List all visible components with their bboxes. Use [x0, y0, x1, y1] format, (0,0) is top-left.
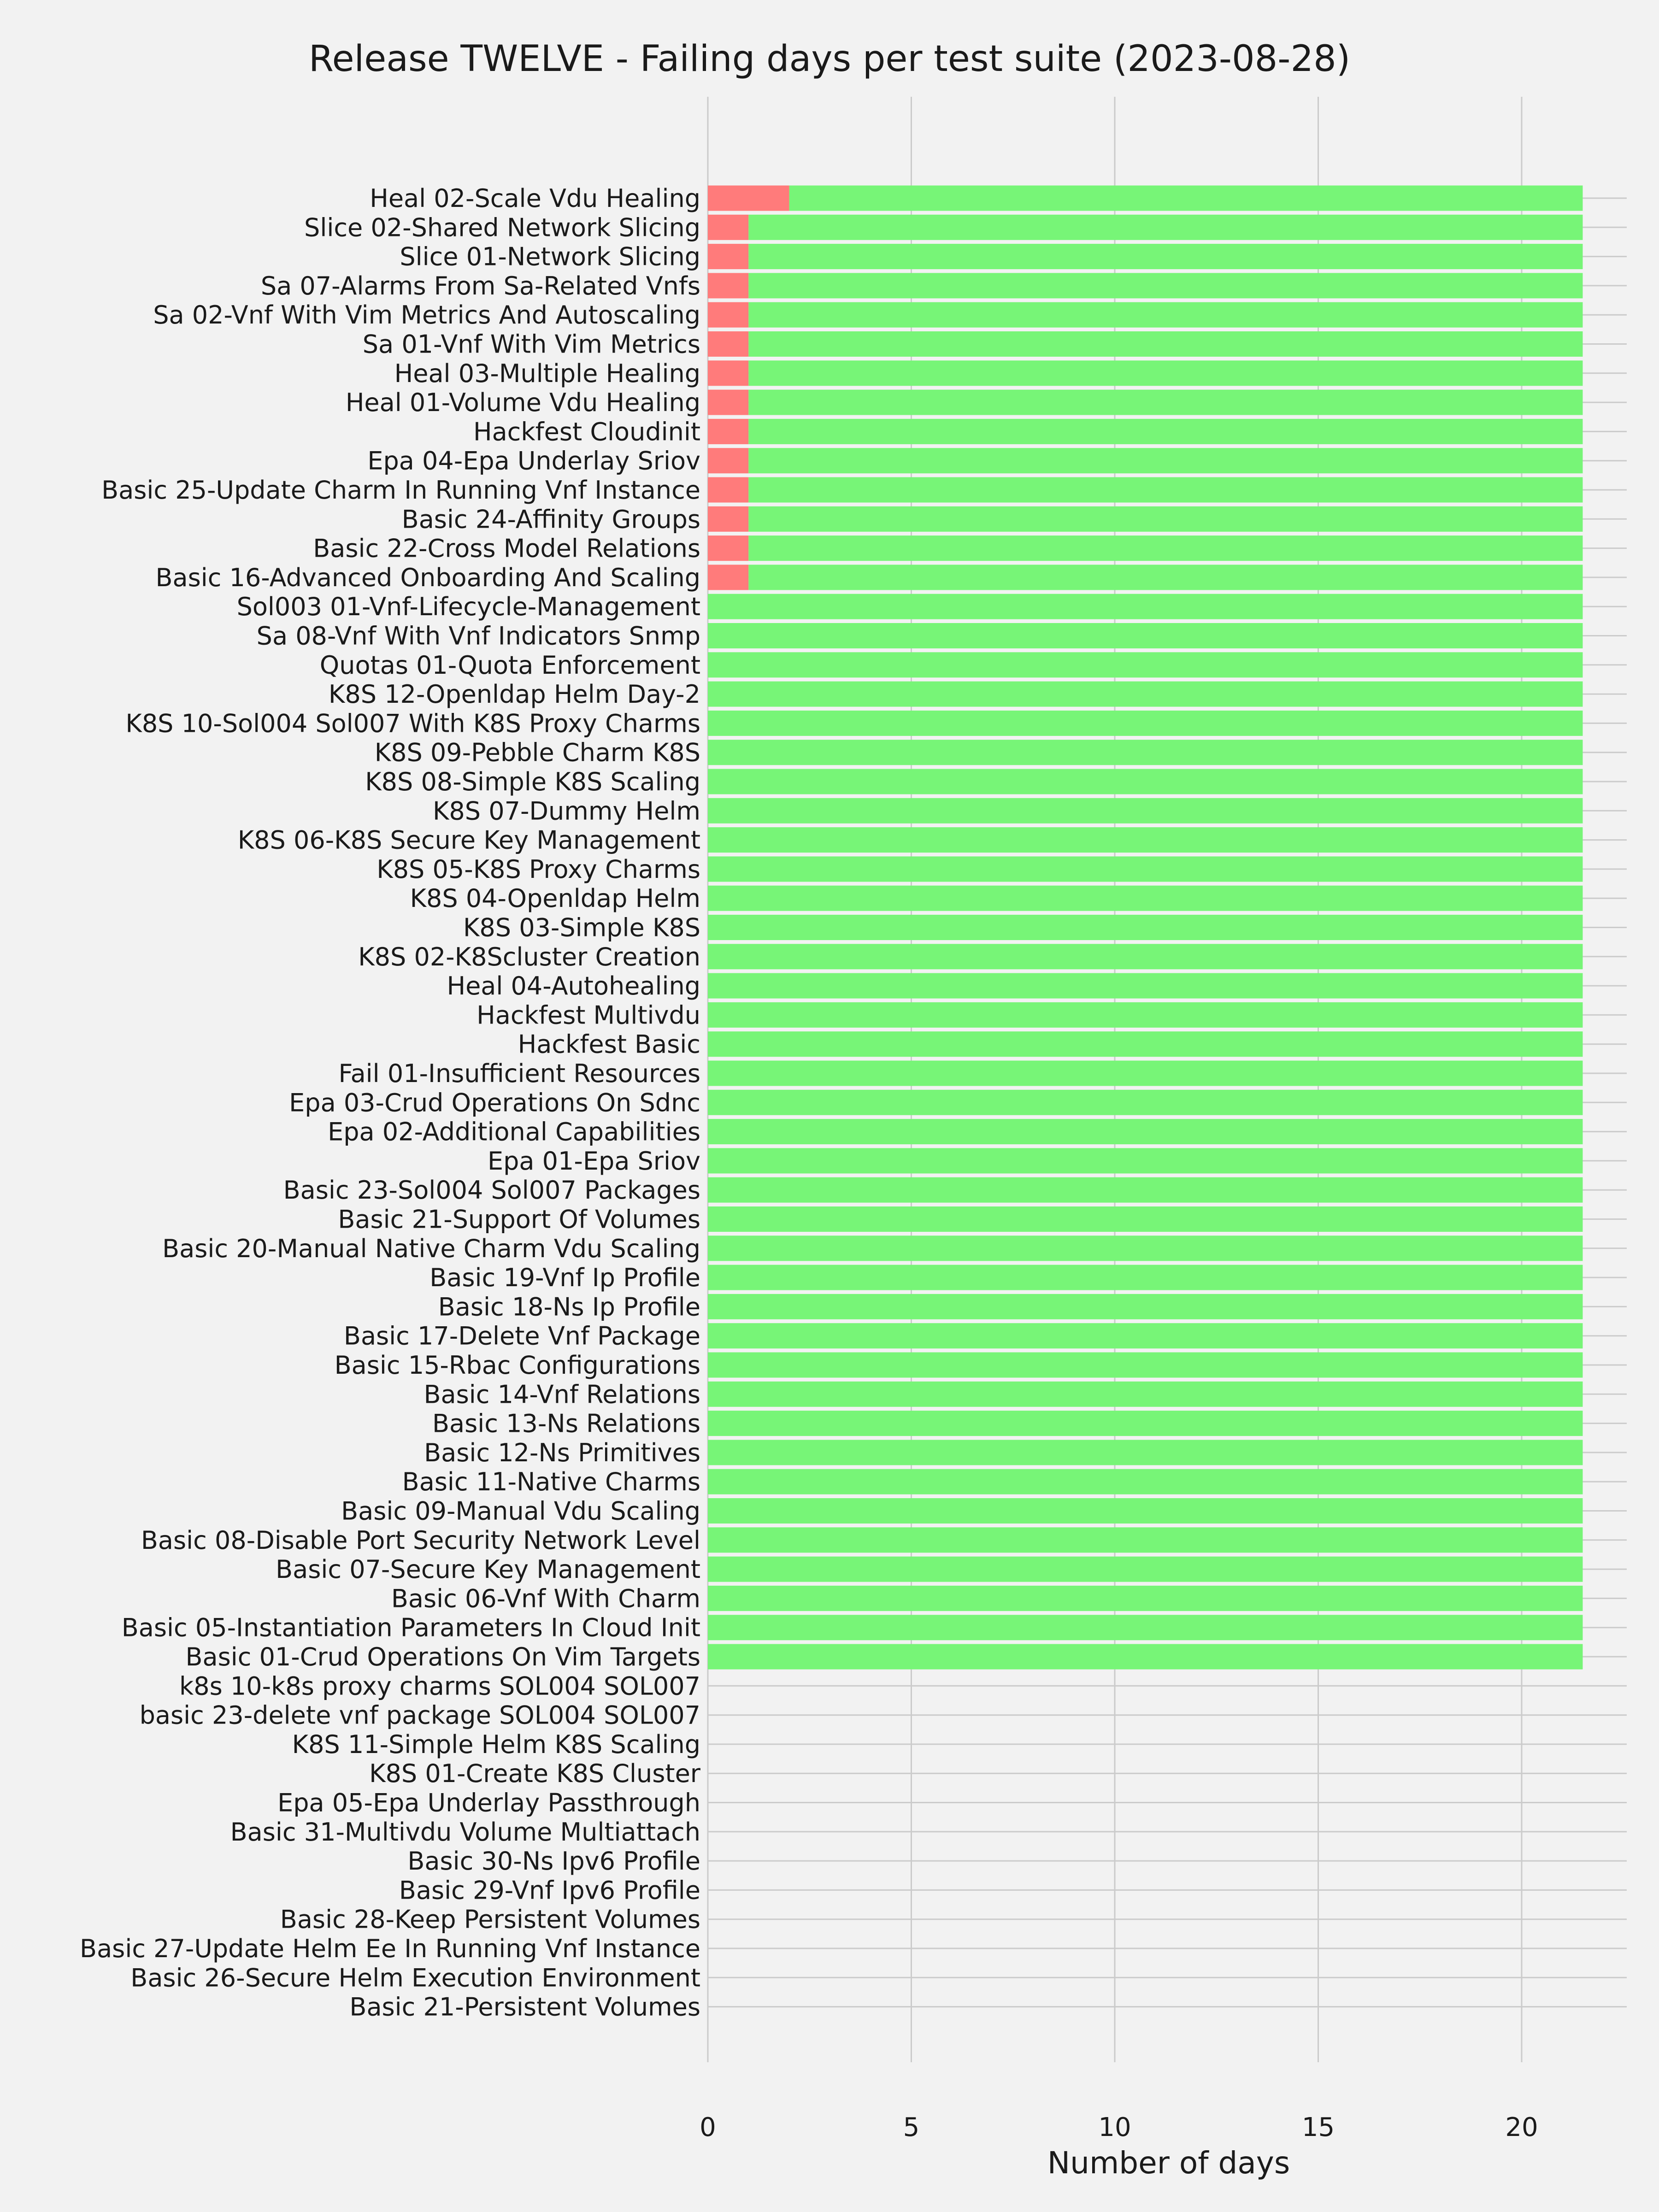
bar-pass: [708, 594, 1583, 619]
y-tick-label: Heal 02-Scale Vdu Healing: [370, 184, 700, 213]
y-tick-label: Heal 01-Volume Vdu Healing: [345, 388, 700, 418]
bar-pass: [708, 740, 1583, 765]
bar-pass: [708, 1061, 1583, 1086]
bar-pass: [708, 827, 1583, 853]
bar-pass: [708, 682, 1583, 707]
y-tick-label: Basic 06-Vnf With Charm: [391, 1584, 700, 1613]
bar-pass: [708, 1002, 1583, 1028]
bar-pass: [748, 215, 1583, 240]
x-axis-label: Number of days: [1047, 2145, 1290, 2181]
y-tick-label: K8S 08-Simple K8S Scaling: [365, 767, 700, 796]
bar-pass: [748, 535, 1583, 561]
bar-pass: [708, 1323, 1583, 1348]
y-tick-label: Epa 03-Crud Operations On Sdnc: [289, 1088, 700, 1118]
y-tick-label: Hackfest Basic: [518, 1030, 700, 1059]
y-tick-label: K8S 12-Openldap Helm Day-2: [328, 680, 700, 709]
bar-pass: [708, 1644, 1583, 1670]
y-tick-label: Basic 15-Rbac Configurations: [334, 1351, 700, 1380]
bar-pass: [748, 302, 1583, 328]
y-tick-label: Basic 26-Secure Helm Execution Environment: [130, 1963, 700, 1993]
bar-pass: [708, 1177, 1583, 1203]
y-tick-label: Slice 02-Shared Network Slicing: [304, 213, 700, 242]
bar-pass: [789, 186, 1583, 211]
bar-pass: [708, 1557, 1583, 1582]
bar-fail: [708, 302, 748, 328]
x-tick-label: 20: [1505, 2112, 1538, 2142]
bar-fail: [708, 244, 748, 269]
y-tick-label: K8S 11-Simple Helm K8S Scaling: [292, 1730, 700, 1759]
bar-pass: [708, 1411, 1583, 1436]
bar-fail: [708, 448, 748, 473]
y-tick-label: Basic 14-Vnf Relations: [424, 1380, 700, 1409]
bar-pass: [708, 886, 1583, 911]
bar-pass: [708, 1440, 1583, 1465]
y-tick-label: Basic 29-Vnf Ipv6 Profile: [399, 1876, 700, 1905]
bar-pass: [708, 856, 1583, 882]
bar-pass: [708, 1294, 1583, 1319]
bar-pass: [748, 244, 1583, 269]
x-tick-label: 0: [700, 2112, 716, 2142]
bar-pass: [748, 448, 1583, 473]
y-tick-label: Sa 07-Alarms From Sa-Related Vnfs: [260, 271, 700, 300]
chart-title: Release TWELVE - Failing days per test suite (2023-08-28): [308, 38, 1351, 80]
y-tick-label: Basic 24-Affinity Groups: [401, 505, 700, 534]
bar-fail: [708, 565, 748, 590]
bar-pass: [708, 1382, 1583, 1407]
y-tick-label: Fail 01-Insufficient Resources: [338, 1059, 700, 1088]
y-tick-label: Basic 13-Ns Relations: [432, 1409, 700, 1438]
bar-pass: [708, 1353, 1583, 1378]
bar-pass: [708, 944, 1583, 969]
bar-fail: [708, 419, 748, 444]
y-tick-label: Sol003 01-Vnf-Lifecycle-Management: [236, 592, 700, 622]
bar-pass: [708, 915, 1583, 940]
bar-pass: [708, 1615, 1583, 1640]
y-tick-label: Hackfest Cloudinit: [473, 417, 700, 447]
y-tick-label: Basic 16-Advanced Onboarding And Scaling: [155, 563, 700, 592]
y-tick-label: Quotas 01-Quota Enforcement: [319, 650, 700, 680]
bar-pass: [708, 1235, 1583, 1261]
y-tick-label: Basic 30-Ns Ipv6 Profile: [407, 1847, 700, 1876]
bar-fail: [708, 186, 789, 211]
y-tick-label: K8S 06-K8S Secure Key Management: [237, 825, 700, 855]
bar-pass: [708, 623, 1583, 648]
bar-fail: [708, 331, 748, 357]
bar-pass: [748, 506, 1583, 532]
y-tick-label: Basic 21-Support Of Volumes: [338, 1205, 700, 1234]
y-tick-label: K8S 02-K8Scluster Creation: [358, 942, 700, 971]
y-tick-label: Basic 31-Multivdu Volume Multiattach: [230, 1817, 700, 1847]
y-tick-label: Basic 11-Native Charms: [402, 1467, 700, 1497]
bar-pass: [708, 1586, 1583, 1611]
bar-pass: [708, 769, 1583, 794]
bar-fail: [708, 360, 748, 386]
y-tick-label: Epa 04-Epa Underlay Sriov: [367, 446, 700, 476]
x-tick-label: 10: [1098, 2112, 1131, 2142]
y-tick-label: Basic 19-Vnf Ip Profile: [429, 1263, 700, 1293]
bar-pass: [708, 1090, 1583, 1115]
bar-fail: [708, 215, 748, 240]
bar-pass: [708, 652, 1583, 677]
y-tick-label: Basic 18-Ns Ip Profile: [438, 1292, 700, 1322]
bar-pass: [708, 1148, 1583, 1173]
bar-pass: [748, 360, 1583, 386]
y-tick-label: Sa 08-Vnf With Vnf Indicators Snmp: [256, 621, 700, 651]
bar-pass: [748, 273, 1583, 298]
y-tick-label: Basic 05-Instantiation Parameters In Cloud Init: [121, 1613, 700, 1642]
bar-pass: [748, 390, 1583, 415]
y-tick-label: Basic 12-Ns Primitives: [424, 1438, 700, 1467]
bar-fail: [708, 535, 748, 561]
bar-fail: [708, 506, 748, 532]
y-tick-label: Basic 22-Cross Model Relations: [313, 534, 700, 563]
y-tick-label: K8S 09-Pebble Charm K8S: [374, 738, 700, 767]
bar-pass: [708, 798, 1583, 824]
y-tick-label: Basic 20-Manual Native Charm Vdu Scaling: [162, 1234, 700, 1263]
y-tick-label: K8S 01-Create K8S Cluster: [369, 1759, 700, 1788]
y-tick-label: k8s 10-k8s proxy charms SOL004 SOL007: [179, 1671, 700, 1701]
x-tick-label: 15: [1301, 2112, 1335, 2142]
y-tick-label: Heal 03-Multiple Healing: [394, 359, 700, 388]
y-tick-label: Sa 01-Vnf With Vim Metrics: [362, 329, 700, 359]
bar-pass: [708, 1265, 1583, 1290]
bar-pass: [708, 973, 1583, 999]
bar-pass: [708, 1498, 1583, 1524]
y-tick-label: Basic 07-Secure Key Management: [276, 1555, 700, 1584]
bar-fail: [708, 390, 748, 415]
bar-pass: [748, 565, 1583, 590]
bar-pass: [708, 1031, 1583, 1057]
x-tick-label: 5: [903, 2112, 920, 2142]
y-tick-label: Basic 21-Persistent Volumes: [349, 1992, 700, 2022]
y-tick-label: Basic 09-Manual Vdu Scaling: [341, 1496, 700, 1526]
y-tick-label: Basic 25-Update Charm In Running Vnf Instance: [101, 476, 700, 505]
y-tick-label: Heal 04-Autohealing: [447, 971, 700, 1001]
y-tick-label: Slice 01-Network Slicing: [400, 242, 700, 271]
y-tick-label: Sa 02-Vnf With Vim Metrics And Autoscaling: [153, 300, 700, 330]
bar-fail: [708, 273, 748, 298]
bar-pass: [748, 477, 1583, 503]
y-tick-label: Basic 23-Sol004 Sol007 Packages: [283, 1176, 700, 1205]
y-tick-label: K8S 03-Simple K8S: [463, 913, 700, 942]
y-tick-label: Basic 27-Update Helm Ee In Running Vnf Instance: [80, 1934, 700, 1963]
bar-pass: [748, 419, 1583, 444]
bar-fail: [708, 477, 748, 503]
y-tick-label: K8S 07-Dummy Helm: [433, 796, 700, 826]
y-tick-label: basic 23-delete vnf package SOL004 SOL007: [139, 1700, 700, 1730]
y-tick-label: Basic 08-Disable Port Security Network Level: [141, 1525, 700, 1555]
y-tick-label: K8S 04-Openldap Helm: [410, 884, 700, 913]
y-tick-label: Epa 01-Epa Sriov: [488, 1146, 700, 1176]
y-tick-label: Hackfest Multivdu: [477, 1000, 700, 1030]
bar-pass: [708, 1469, 1583, 1494]
bar-pass: [748, 331, 1583, 357]
y-tick-label: Basic 28-Keep Persistent Volumes: [280, 1905, 700, 1934]
y-tick-label: Basic 17-Delete Vnf Package: [343, 1321, 700, 1351]
bar-pass: [708, 1527, 1583, 1553]
bar-pass: [708, 1119, 1583, 1144]
y-tick-label: Epa 02-Additional Capabilities: [328, 1117, 700, 1147]
y-tick-label: K8S 10-Sol004 Sol007 With K8S Proxy Charms: [125, 709, 700, 738]
bars: [708, 186, 1583, 1670]
bar-pass: [708, 711, 1583, 736]
bar-pass: [708, 1206, 1583, 1232]
y-tick-label: Epa 05-Epa Underlay Passthrough: [277, 1788, 700, 1818]
y-tick-label: K8S 05-K8S Proxy Charms: [377, 854, 700, 884]
y-tick-label: Basic 01-Crud Operations On Vim Targets: [185, 1642, 700, 1671]
